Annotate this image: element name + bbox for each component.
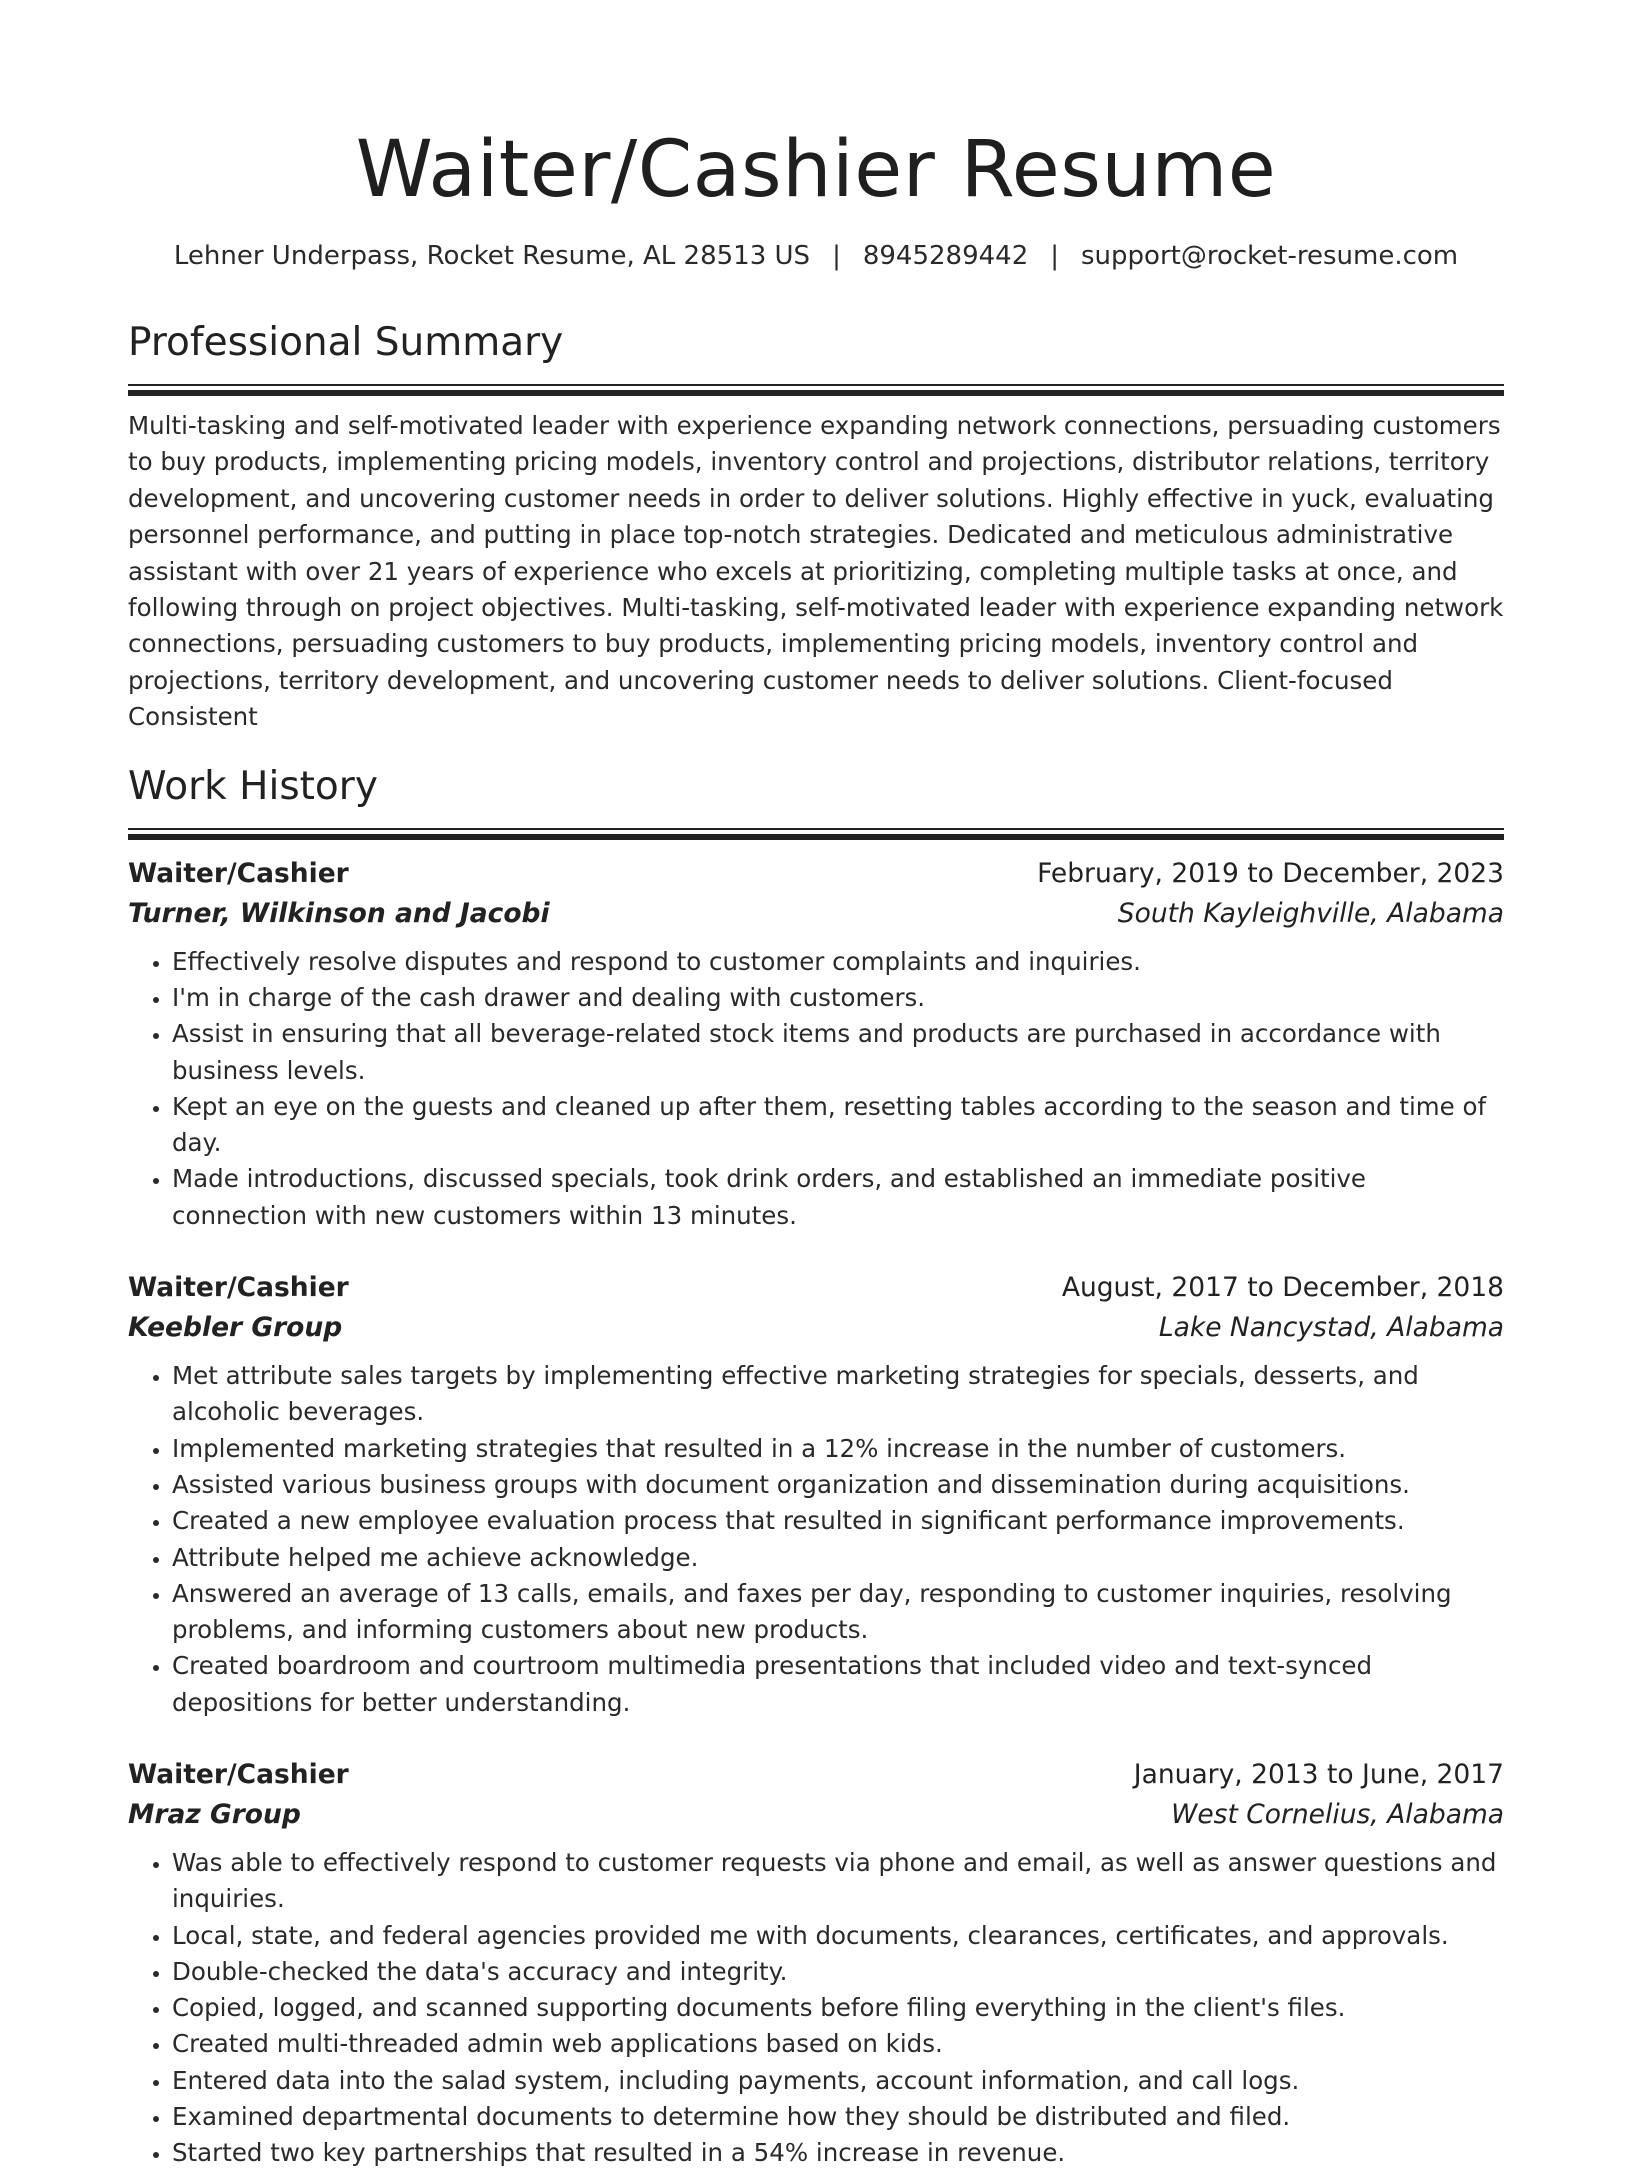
job-duty-item: • Created boardroom and courtroom multimedia presentations that included video and text-synced depositions for better understanding. [172,1648,1504,1721]
job-duty-item: • Double-checked the data's accuracy and integrity. [172,1954,1504,1990]
resume-title: Waiter/Cashier Resume [355,125,1277,215]
job-location: West Cornelius, Alabama [1171,1799,1504,1830]
job-duty-item: • Kept an eye on the guests and cleaned up after them, resetting tables according to the season and time of day. [172,1089,1504,1162]
job-duties-list [128,1845,1504,2172]
job-company-row [128,1795,1504,1835]
job-duty-item: • Was able to effectively respond to customer requests via phone and email, as well as answer questions and inquiries. [172,1845,1504,1918]
job-duty-item: • Assist in ensuring that all beverage-related stock items and products are purchased in accordance with business levels. [172,1016,1504,1089]
job-duty-item: • Attribute helped me achieve acknowledge. [172,1540,1504,1576]
job-location: Lake Nancystad, Alabama [1158,1312,1504,1344]
job-entry [128,1755,1504,2172]
job-duty-item: • Implemented marketing strategies that resulted in a 12% increase in the number of customers. [172,1431,1504,1467]
job-company: Turner, Wilkinson and Jacobi [128,897,550,929]
job-location: South Kayleighville, Alabama [1117,897,1504,929]
job-dates: February, 2019 to December, 2023 [1037,857,1504,889]
job-entry [128,1268,1504,1721]
job-duty-item: • Met attribute sales targets by implementing effective marketing strategies for specials, desserts, and alcoholic beverages. [172,1358,1504,1431]
job-title: Waiter/Cashier [128,857,349,889]
contact-line [128,238,1504,274]
job-duty-item: • Assisted various business groups with document organization and dissemination during acquisitions. [172,1467,1504,1503]
job-duty-item: • I'm in charge of the cash drawer and dealing with customers. [172,980,1504,1016]
contact-address: Lehner Underpass, Rocket Resume, AL 28513 US [173,241,811,271]
job-duties-list [128,944,1504,1234]
job-duty-item: • Created multi-threaded admin web applications based on kids. [172,2026,1504,2062]
job-duty-item: • Started two key partnerships that resulted in a 54% increase in revenue. [172,2135,1504,2171]
work-history-heading: Work History [128,763,378,809]
contact-separator: | [1050,241,1060,271]
job-duty-item: • Answered an average of 13 calls, emails, and faxes per day, responding to customer inquiries, resolving problems, and informing customers about new products. [172,1576,1504,1649]
job-dates: August, 2017 to December, 2018 [1061,1272,1504,1304]
section-divider [128,384,1504,396]
job-duty-item: • Copied, logged, and scanned supporting documents before filing everything in the client's files. [172,1990,1504,2026]
summary-text: Multi-tasking and self-motivated leader with experience expanding network connections, persuading customers to buy products, implementing pricing models, inventory control and projections, distributor relations, territory development, and uncovering customer needs in order to deliver solutions. Highly effective in yuck, evaluating personnel performance, and putting in place top-notch strategies. Dedicated and meticulous administrative assistant with over 21 years of experience who excels at prioritizing, completing multiple tasks at once, and following through on project objectives. Multi-tasking, self-motivated leader with experience expanding network connections, persuading customers to buy products, implementing pricing models, inventory control and projections, territory development, and uncovering customer needs to deliver solutions. Client-focused Consistent [128,411,1504,732]
job-duties-list [128,1358,1504,1721]
section-divider [128,828,1504,840]
contact-separator: | [832,241,841,271]
job-title: Waiter/Cashier [128,1759,349,1790]
job-header-row [128,1755,1504,1795]
job-duty-item: • Local, state, and federal agencies provided me with documents, clearances, certificates, and approvals. [172,1918,1504,1954]
job-company: Keebler Group [128,1312,343,1344]
summary-heading: Professional Summary [128,320,564,365]
job-duty-item: • Entered data into the salad system, including payments, account information, and call logs. [172,2063,1504,2099]
job-company: Mraz Group [128,1799,301,1830]
contact-phone: 8945289442 [862,241,1029,271]
job-header-row [128,854,1504,894]
job-duty-item: • Examined departmental documents to determine how they should be distributed and filed. [172,2099,1504,2135]
job-company-row [128,1308,1504,1348]
job-company-row [128,894,1504,934]
job-title: Waiter/Cashier [128,1272,349,1304]
job-duty-item: • Effectively resolve disputes and respond to customer complaints and inquiries. [172,944,1504,980]
job-entry [128,854,1504,1234]
job-header-row [128,1268,1504,1308]
resume-page [128,0,1504,2172]
job-duty-item: • Created a new employee evaluation process that resulted in significant performance improvements. [172,1503,1504,1539]
contact-email: support@rocket-resume.com [1081,241,1459,271]
job-dates: January, 2013 to June, 2017 [1133,1759,1504,1790]
job-duty-item: • Made introductions, discussed specials, took drink orders, and established an immediate positive connection with new customers within 13 minutes. [172,1161,1504,1234]
